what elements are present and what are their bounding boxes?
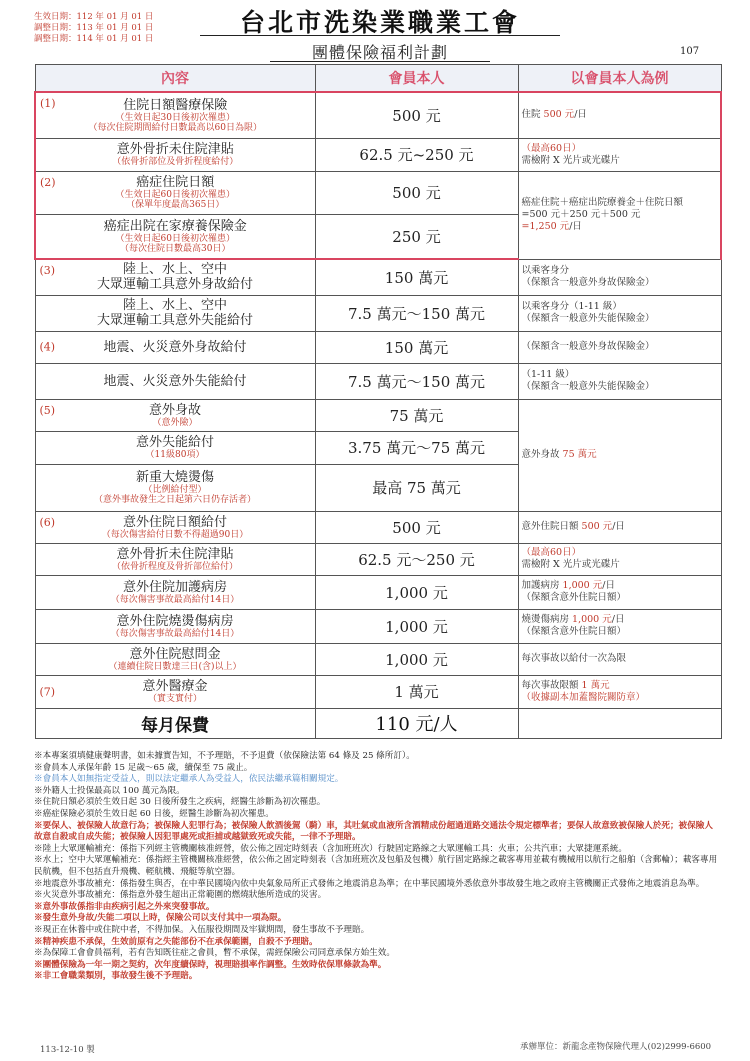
example-amount: 1,000 元	[572, 614, 612, 625]
example-cell	[518, 171, 721, 259]
item-name: 癌症住院日額	[136, 175, 215, 190]
table-row	[35, 138, 721, 171]
example-text: （收據副本加蓋醫院關防章）	[521, 691, 646, 703]
amount-cell: 1 萬元	[315, 675, 518, 708]
section-number: (5)	[39, 403, 56, 417]
header-member: 會員本人	[315, 65, 518, 93]
example-text: 癌症住院＋癌症出院療養金＋住院日額	[521, 197, 684, 208]
example-cell	[518, 295, 721, 331]
empty-cell	[518, 708, 721, 738]
footer-contact: 承辦單位：新龍念產物保險代理人(02)2999-6600	[520, 1042, 712, 1052]
table-row	[35, 575, 721, 609]
amount-cell: 150 萬元	[315, 259, 518, 295]
example-cell: 每次事故以給付一次為限	[518, 643, 721, 675]
title-underline	[200, 35, 560, 36]
amount-cell: 1,000 元	[315, 609, 518, 643]
table-row	[35, 92, 721, 138]
item-name: 意外失能給付	[135, 435, 214, 450]
item-note: （連續住院日數達三日(含)以上）	[108, 661, 242, 672]
amount-cell: 62.5 元～250 元	[315, 543, 518, 575]
example-cell	[518, 511, 721, 543]
date-line: 調整日期：114 年 01 月 01 日	[34, 34, 154, 44]
example-text: /日	[569, 221, 582, 232]
page-number: 107	[680, 46, 700, 57]
item-cell	[35, 331, 315, 363]
item-cell	[35, 295, 315, 331]
note-item: ※地震意外事故補充：係指發生與否，在中華民國境內依中央氣象局所正式發佈之地震消息為準；在中華民國境外悉依意外事故發生地之政府主管機關正式發佈之地震消息為準。	[34, 878, 705, 889]
page-title: 台北市洗染業職業工會	[239, 8, 520, 37]
monthly-premium-row	[35, 708, 721, 738]
table-row	[35, 643, 721, 675]
example-text: （保額含一般意外失能保險金）	[521, 313, 655, 324]
item-note: （意外事故發生之日起第六日仍存活者）	[93, 495, 256, 505]
item-note: （生效日起60日後初次罹患）	[115, 233, 235, 244]
example-text: 每次事故限額	[521, 679, 582, 691]
example-amount: 1 萬元	[581, 679, 610, 691]
header-example: 以會員本人為例	[518, 65, 721, 93]
date-line: 生效日期：112 年 01 月 01 日	[34, 12, 154, 22]
item-note: （生效日起60日後初次罹患）	[115, 190, 235, 200]
section-number: (1)	[40, 97, 56, 110]
amount-cell: 500 元	[315, 171, 518, 214]
example-text: （最高60日）	[521, 142, 582, 154]
table-row	[35, 511, 721, 543]
example-cell	[518, 399, 721, 511]
amount-cell: 3.75 萬元～75 萬元	[315, 431, 518, 464]
table-header-row	[35, 65, 721, 93]
note-item: ※會員本人承保年齡 15 足歲～65 歲，續保至 75 歲止。	[34, 762, 253, 773]
item-name: 新重大燒燙傷	[135, 470, 214, 485]
date-line: 調整日期：113 年 01 月 01 日	[34, 23, 154, 33]
item-cell	[35, 171, 315, 214]
section-number: (3)	[39, 264, 56, 277]
section-number: (4)	[39, 340, 56, 354]
item-name: 意外住院燒燙傷病房	[116, 613, 234, 629]
amount-cell: 62.5 元~250 元	[315, 138, 518, 171]
item-cell	[35, 575, 315, 609]
amount-cell: 最高 75 萬元	[315, 464, 518, 511]
footer-date: 113-12-10 製	[40, 1045, 95, 1055]
amount-cell: 500 元	[315, 92, 518, 138]
note-item: ※外籍人士投保最高以 100 萬元為限。	[34, 785, 185, 796]
example-text: 住院	[521, 109, 544, 121]
item-name: 意外骨折未住院津貼	[116, 142, 234, 157]
item-note: （每次傷害事故最高給付14日）	[110, 628, 240, 639]
example-text: （保額含一般意外身故保險金）	[521, 277, 655, 288]
monthly-premium-label: 每月保費	[35, 708, 315, 738]
table-row	[35, 259, 721, 295]
note-item: ※水上；空中大眾運輸補充：係指經主管機關核准經營，依公佈之固定時刻表（含加班班次及包船及包機）航行固定路線之載客專用並載有機械用以航行之船舶（含郵輪）；載客專用民航機，但不包括直升飛機、輕航機、飛艇等航空器。	[34, 855, 718, 877]
item-note: （每次住院期間給付日數最高以60日為限）	[88, 122, 262, 133]
example-text: =500 元＋250 元＋500 元	[521, 209, 641, 220]
example-cell	[518, 138, 721, 171]
item-cell	[35, 138, 315, 171]
section-number: (7)	[39, 685, 56, 698]
example-text: 以乘客身分（1-11 級）	[521, 301, 622, 312]
example-text: /日	[574, 109, 587, 121]
example-amount: =1,250 元	[521, 221, 570, 232]
table-row	[35, 171, 721, 214]
section-number: (6)	[39, 515, 56, 529]
example-text: 需檢附 X 光片或光碟片	[521, 154, 620, 166]
item-note: （每次傷害給付日數不得超過90日）	[101, 529, 249, 540]
monthly-premium-value: 110 元/人	[315, 708, 518, 738]
example-cell	[518, 363, 721, 399]
item-cell	[35, 363, 315, 399]
note-item: ※本專案須填健康聲明書，如未據實告知，不予理賠，不予退費（依保險法第 64 條及 25 條所訂）。	[34, 751, 415, 761]
example-text: 加護病房	[521, 580, 563, 591]
example-text: /日	[611, 614, 625, 625]
example-text: 以乘客身分	[521, 265, 570, 276]
notes-section	[34, 751, 720, 983]
table-row	[35, 543, 721, 575]
benefits-table	[34, 64, 722, 739]
item-note: （每次住院日數最高30日）	[120, 243, 231, 254]
item-name: 意外住院日額給付	[122, 514, 227, 530]
example-cell	[518, 575, 721, 609]
note-item: ※火災意外事故補充：係指意外發生超出正常範圍的燃燒狀態所造成的災害。	[34, 890, 327, 901]
item-note: （依骨折部位及骨折程度給付）	[112, 157, 239, 167]
item-name: 地震、火災意外失能給付	[103, 373, 247, 389]
item-cell	[35, 643, 315, 675]
amount-cell: 7.5 萬元～150 萬元	[315, 363, 518, 399]
table-row	[35, 399, 721, 431]
table-row	[35, 675, 721, 708]
note-item: ※陸上大眾運輸補充：係指下列經主管機關核准經營，依公佈之固定時刻表（含加班班次）行駛固定路線之大眾運輸工具：火車；公共汽車；大眾捷運系統。	[34, 843, 627, 854]
item-name: 癌症出院在家療養保險金	[103, 218, 247, 234]
item-cell	[35, 399, 315, 431]
example-text: 需檢附 X 光片或光碟片	[521, 559, 620, 570]
example-text: 意外身故	[521, 449, 563, 460]
table-row	[35, 609, 721, 643]
example-cell	[518, 675, 721, 708]
item-name: 意外身故	[148, 402, 201, 418]
note-item: ※精神疾患不承保，生效前原有之失能部份不在承保範圍，自殺不予理賠。	[34, 936, 318, 947]
item-cell	[35, 214, 315, 259]
item-note: （保單年度最高365日）	[126, 200, 225, 210]
note-item: ※發生意外身故/失能二項以上時，保險公司以支付其中一項為限。	[34, 913, 287, 924]
example-text: （1-11 級）	[521, 369, 575, 380]
note-item: ※要保人、被保險人故意行為；被保險人犯罪行為；被保險人飲酒後駕（騎）車，其吐氣或血液所含酒精成份超過道路交通法令規定標準者；要保人故意致被保險人於死；被保險人故意自殺或自成失能；被保險人因犯罪處死或拒捕或越獄致死或失能，一律不予理賠。	[34, 820, 713, 843]
example-amount: 75 萬元	[562, 449, 597, 460]
example-cell	[518, 259, 721, 295]
note-item: ※癌症保險必須於生效日起 60 日後，經醫生診斷為初次罹患。	[34, 808, 274, 819]
item-note: （實支實付）	[147, 694, 202, 704]
item-name: 大眾運輸工具意外失能給付	[96, 313, 253, 328]
example-cell: （保額含一般意外身故保險金）	[518, 331, 721, 363]
item-note: （依骨折程度及骨折部位給付）	[111, 561, 238, 572]
amount-cell: 1,000 元	[315, 643, 518, 675]
table-row	[35, 331, 721, 363]
amount-cell: 75 萬元	[315, 399, 518, 431]
header-content: 內容	[35, 65, 315, 93]
example-amount: 500 元	[581, 521, 613, 532]
item-name: 陸上、水上、空中	[122, 262, 227, 278]
example-text: /日	[602, 580, 615, 591]
example-text: （保額含一般意外失能保險金）	[521, 381, 655, 392]
note-item: ※團體保險為一年一期之契約，次年度續保時，視理賠損率作調整。生效時依保單條款為準。	[34, 959, 387, 970]
note-item: ※會員本人如無指定受益人，則以法定繼承人為受益人，依民法繼承篇相關規定。	[34, 774, 344, 785]
effective-dates	[34, 12, 153, 45]
table-row	[35, 295, 721, 331]
item-cell	[35, 675, 315, 708]
amount-cell: 250 元	[315, 214, 518, 259]
item-note: （11級80項）	[145, 450, 205, 460]
item-cell	[35, 92, 315, 138]
example-amount: 500 元	[543, 109, 575, 121]
example-text: （保額含意外住院日額）	[521, 592, 627, 603]
item-cell	[35, 464, 315, 511]
amount-cell: 150 萬元	[315, 331, 518, 363]
example-text: 意外住院日額	[521, 521, 582, 532]
note-item: ※住院日額必須於生效日起 30 日後所發生之疾病，經醫生診斷為初次罹患。	[34, 797, 326, 808]
item-cell	[35, 511, 315, 543]
item-name: 意外骨折未住院津貼	[116, 546, 234, 562]
note-item: ※意外事故係指非由疾病引起之外來突發事故。	[34, 901, 215, 912]
item-name: 意外住院慰問金	[129, 646, 221, 662]
example-text: （保額含意外住院日額）	[521, 626, 627, 637]
page-subtitle: 團體保險福利計劃	[311, 43, 448, 62]
item-note: （比例給付型）	[143, 485, 207, 495]
item-name: 地震、火災意外身故給付	[103, 339, 247, 355]
item-name: 意外醫療金	[142, 679, 208, 694]
item-name: 住院日額醫療保險	[123, 97, 228, 113]
item-name: 陸上、水上、空中	[122, 298, 227, 313]
item-name: 意外住院加護病房	[122, 579, 227, 595]
example-cell	[518, 609, 721, 643]
example-amount: 1,000 元	[562, 580, 603, 591]
item-note: （生效日起30日後初次罹患）	[115, 112, 235, 123]
amount-cell: 7.5 萬元～150 萬元	[315, 295, 518, 331]
amount-cell: 500 元	[315, 511, 518, 543]
item-cell	[35, 259, 315, 295]
item-cell	[35, 431, 315, 464]
table-row	[35, 363, 721, 399]
subtitle-underline	[270, 61, 490, 62]
item-name: 大眾運輸工具意外身故給付	[96, 277, 253, 293]
item-cell	[35, 543, 315, 575]
example-text: /日	[612, 521, 625, 532]
example-text: 燒燙傷病房	[521, 614, 573, 625]
amount-cell: 1,000 元	[315, 575, 518, 609]
note-item: ※為保障工會會員福利，若有告知既往症之會員，暫不承保，需經保險公司同意承保方始生效。	[34, 948, 395, 959]
example-cell	[518, 92, 721, 138]
section-number: (2)	[40, 175, 56, 189]
note-item: ※非工會職業類別，事故發生後不予理賠。	[34, 971, 198, 982]
example-text: （最高60日）	[521, 547, 582, 558]
item-cell	[35, 609, 315, 643]
item-note: （每次傷害事故最高給付14日）	[110, 594, 240, 605]
item-note: （意外險）	[152, 417, 198, 428]
note-item: ※現正在休養中或住院中者，不得加保。入伍服役期間及牢獄期間，發生事故不予理賠。	[34, 924, 370, 935]
example-cell	[518, 543, 721, 575]
